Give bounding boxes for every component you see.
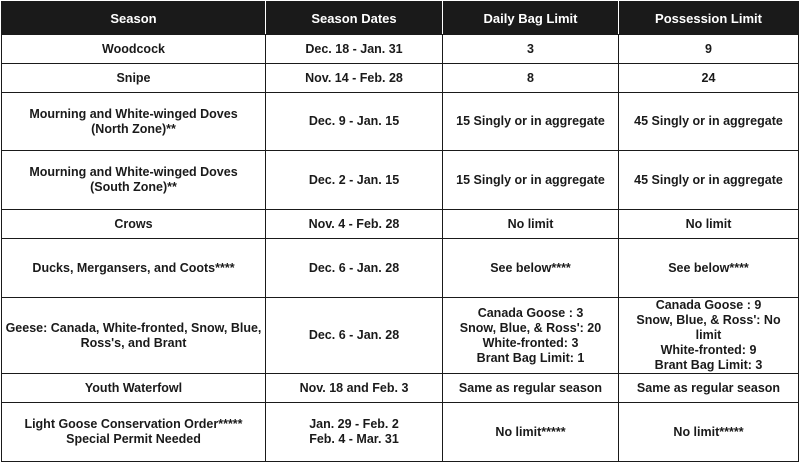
dates-cell: Nov. 4 - Feb. 28 (266, 210, 443, 239)
possession-limit-cell: See below**** (619, 239, 799, 298)
table-row (2, 298, 799, 374)
season-cell: Geese: Canada, White-fronted, Snow, Blue, Ross's, and Brant (2, 298, 266, 374)
daily-limit-cell: 3 (443, 35, 619, 64)
dates-cell: Dec. 18 - Jan. 31 (266, 35, 443, 64)
dates-cell: Dec. 6 - Jan. 28 (266, 298, 443, 374)
season-cell: Light Goose Conservation Order***** Special Permit Needed (2, 403, 266, 462)
dates-cell: Dec. 9 - Jan. 15 (266, 93, 443, 151)
possession-limit-cell: 45 Singly or in aggregate (619, 93, 799, 151)
header-row (2, 2, 799, 35)
daily-limit-cell: 15 Singly or in aggregate (443, 151, 619, 210)
possession-limit-cell: Canada Goose : 9 Snow, Blue, & Ross': No limit White-fronted: 9 Brant Bag Limit: 3 (619, 298, 799, 374)
season-cell: Crows (2, 210, 266, 239)
possession-limit-cell: 45 Singly or in aggregate (619, 151, 799, 210)
header-daily-bag-limit: Daily Bag Limit (443, 2, 619, 35)
header-season: Season (2, 2, 266, 35)
daily-limit-cell: 8 (443, 64, 619, 93)
possession-limit-cell: 9 (619, 35, 799, 64)
season-cell: Ducks, Mergansers, and Coots**** (2, 239, 266, 298)
possession-limit-cell: 24 (619, 64, 799, 93)
daily-limit-cell: See below**** (443, 239, 619, 298)
table-row (2, 239, 799, 298)
table-row (2, 35, 799, 64)
dates-cell: Nov. 18 and Feb. 3 (266, 374, 443, 403)
dates-cell: Dec. 6 - Jan. 28 (266, 239, 443, 298)
table-row (2, 64, 799, 93)
table-row (2, 151, 799, 210)
hunting-seasons-table (1, 1, 799, 462)
table-row (2, 93, 799, 151)
season-cell: Youth Waterfowl (2, 374, 266, 403)
season-cell: Snipe (2, 64, 266, 93)
season-cell: Mourning and White-winged Doves (North Zone)** (2, 93, 266, 151)
header-possession-limit: Possession Limit (619, 2, 799, 35)
daily-limit-cell: No limit (443, 210, 619, 239)
daily-limit-cell: 15 Singly or in aggregate (443, 93, 619, 151)
header-season-dates: Season Dates (266, 2, 443, 35)
possession-limit-cell: Same as regular season (619, 374, 799, 403)
daily-limit-cell: Canada Goose : 3 Snow, Blue, & Ross': 20 White-fronted: 3 Brant Bag Limit: 1 (443, 298, 619, 374)
table-row (2, 374, 799, 403)
dates-cell: Dec. 2 - Jan. 15 (266, 151, 443, 210)
possession-limit-cell: No limit***** (619, 403, 799, 462)
table-row (2, 210, 799, 239)
possession-limit-cell: No limit (619, 210, 799, 239)
daily-limit-cell: No limit***** (443, 403, 619, 462)
daily-limit-cell: Same as regular season (443, 374, 619, 403)
table-row (2, 403, 799, 462)
dates-cell: Jan. 29 - Feb. 2 Feb. 4 - Mar. 31 (266, 403, 443, 462)
season-cell: Woodcock (2, 35, 266, 64)
dates-cell: Nov. 14 - Feb. 28 (266, 64, 443, 93)
season-cell: Mourning and White-winged Doves (South Zone)** (2, 151, 266, 210)
